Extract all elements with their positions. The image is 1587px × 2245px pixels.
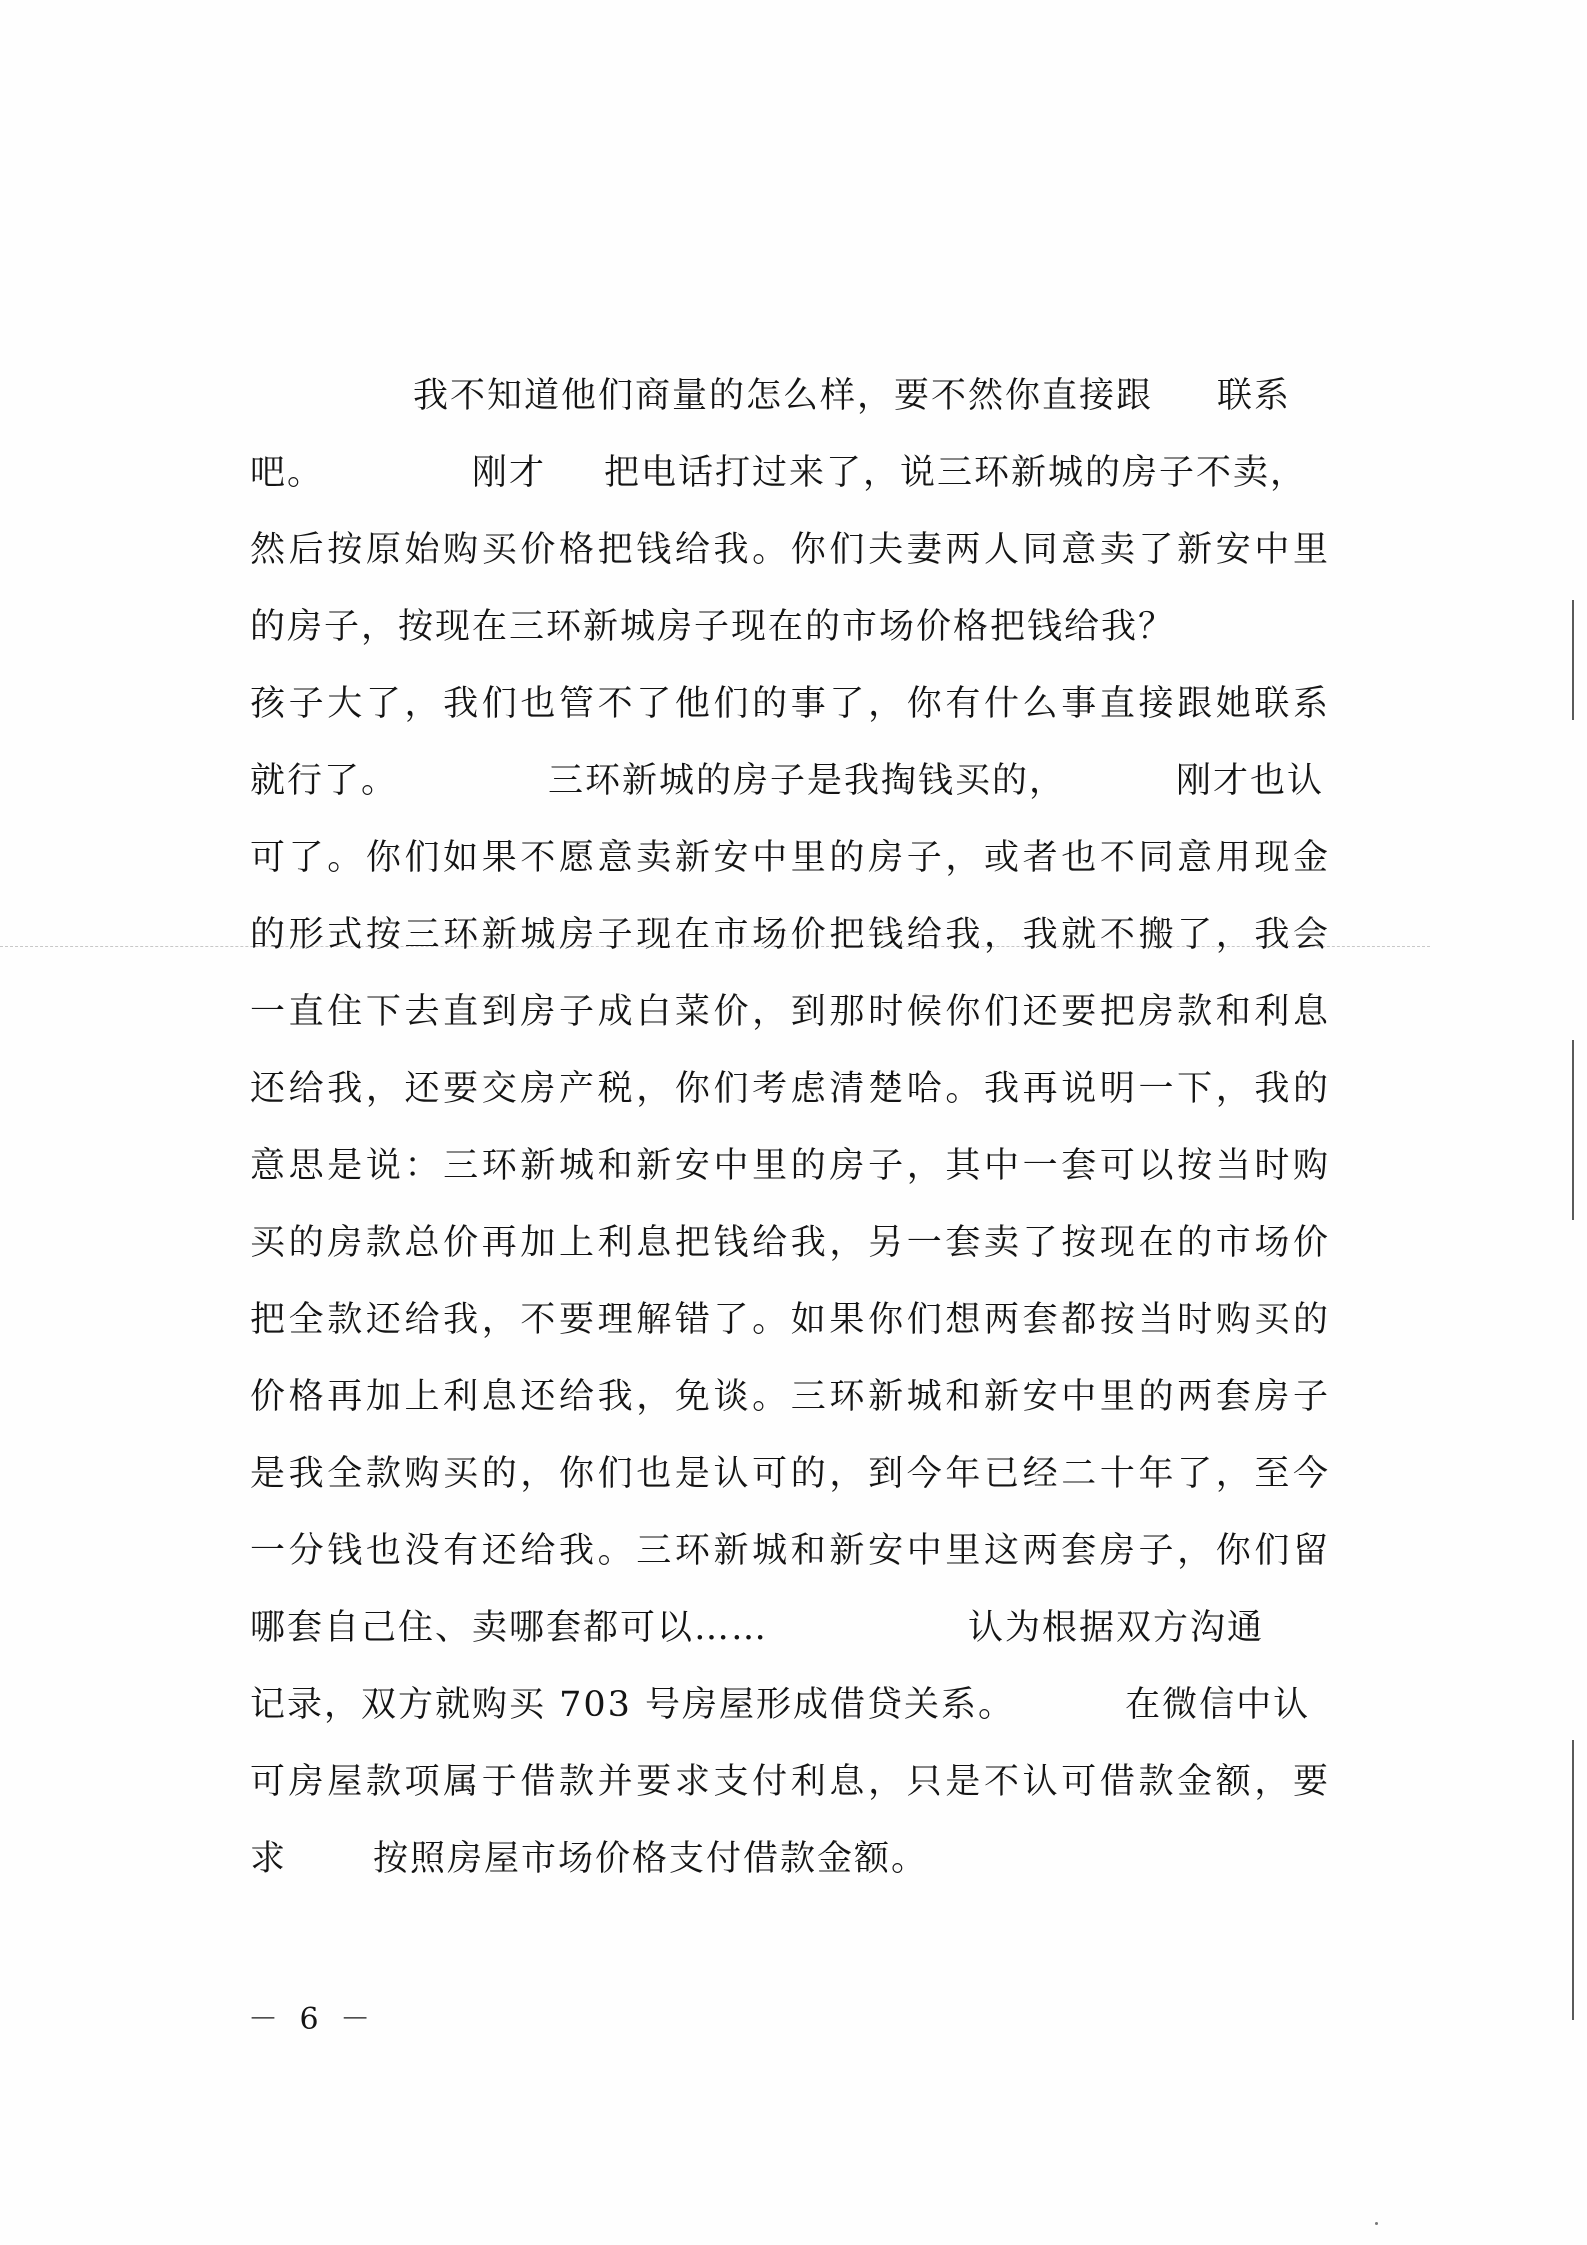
body-line: 的形式按三环新城房子现在市场价把钱给我，我就不搬了，我会 xyxy=(250,915,1330,955)
binding-mark xyxy=(1572,1040,1574,1220)
text-run: 刚才也认 xyxy=(1176,761,1325,801)
body-line xyxy=(413,374,1330,418)
body-line xyxy=(250,1837,1330,1881)
text-run: 哪套自己住、卖哪套都可以…… xyxy=(250,1608,769,1648)
text-run: 记录，双方就购买 703 号房屋形成借贷关系。 xyxy=(250,1685,1016,1725)
body-line xyxy=(250,1606,1330,1650)
text-run: 把电话打过来了，说三环新城的房子不卖， xyxy=(604,453,1308,493)
body-line xyxy=(250,1683,1330,1727)
text-run: 按照房屋市场价格支付借款金额。 xyxy=(373,1839,929,1879)
text-run: 刚才 xyxy=(472,453,547,493)
body-line: 价格再加上利息还给我，免谈。三环新城和新安中里的两套房子 xyxy=(250,1377,1330,1417)
text-run: 联系 xyxy=(1217,376,1292,416)
body-line: 是我全款购买的，你们也是认可的，到今年已经二十年了，至今 xyxy=(250,1454,1330,1494)
body-line: 意思是说：三环新城和新安中里的房子，其中一套可以按当时购 xyxy=(250,1146,1330,1186)
binding-mark xyxy=(1572,600,1574,720)
binding-mark xyxy=(1572,1740,1574,2020)
body-line: 一直住下去直到房子成白菜价，到那时候你们还要把房款和利息 xyxy=(250,992,1330,1032)
body-line: 把全款还给我，不要理解错了。如果你们想两套都按当时购买的 xyxy=(250,1300,1330,1340)
body-line xyxy=(250,759,1330,803)
body-line: 然后按原始购买价格把钱给我。你们夫妻两人同意卖了新安中里 xyxy=(250,530,1330,570)
body-line xyxy=(250,451,1330,495)
body-line: 可房屋款项属于借款并要求支付利息，只是不认可借款金额，要 xyxy=(250,1762,1330,1802)
text-run: 认为根据双方沟通 xyxy=(968,1608,1265,1648)
text-run: 就行了。 xyxy=(250,761,399,801)
text-run: 求 xyxy=(250,1839,288,1879)
body-line: 可了。你们如果不愿意卖新安中里的房子，或者也不同意用现金 xyxy=(250,838,1330,878)
body-line: 孩子大了，我们也管不了他们的事了，你有什么事直接跟她联系 xyxy=(250,684,1330,724)
page-number: － 6 － xyxy=(248,2002,377,2037)
scan-speck xyxy=(1375,2222,1378,2225)
text-run: 我不知道他们商量的怎么样，要不然你直接跟 xyxy=(413,376,1154,416)
text-run: 三环新城的房子是我掏钱买的， xyxy=(548,761,1067,801)
text-run: 在微信中认 xyxy=(1125,1685,1311,1725)
body-line: 买的房款总价再加上利息把钱给我，另一套卖了按现在的市场价 xyxy=(250,1223,1330,1263)
body-line: 的房子，按现在三环新城房子现在的市场价格把钱给我？ xyxy=(250,607,1176,647)
body-line: 一分钱也没有还给我。三环新城和新安中里这两套房子，你们留 xyxy=(250,1531,1330,1571)
text-run: 吧。 xyxy=(250,453,325,493)
body-line: 还给我，还要交房产税，你们考虑清楚哈。我再说明一下，我的 xyxy=(250,1069,1330,1109)
